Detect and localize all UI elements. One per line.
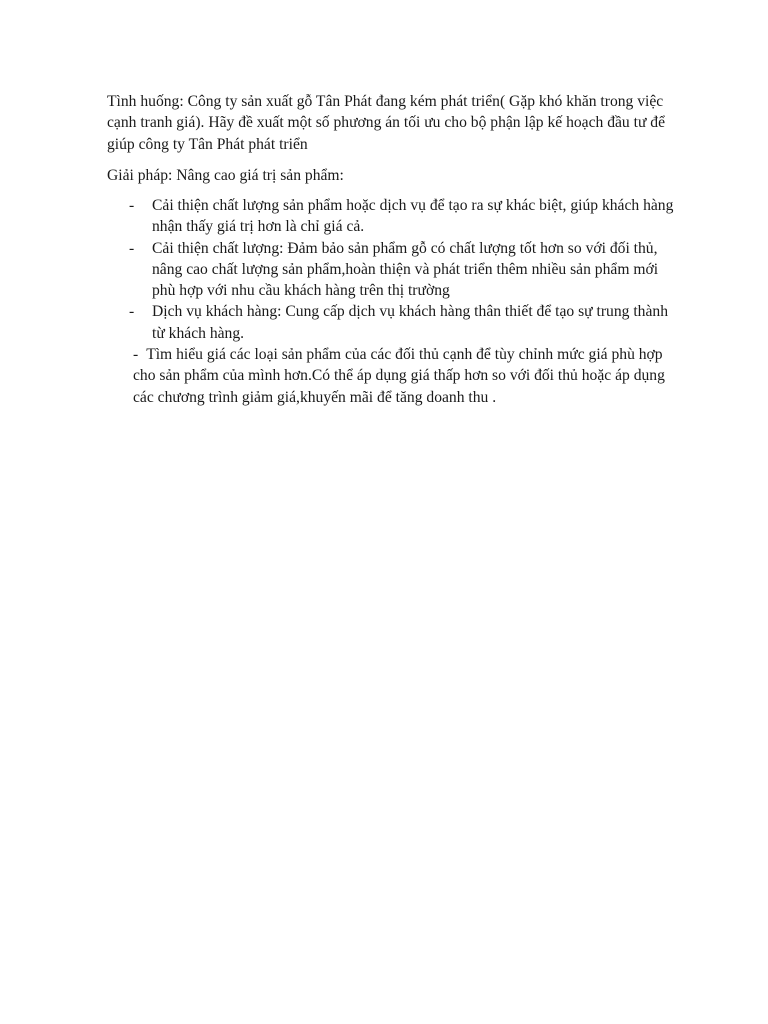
bullet-dash: - [133,346,139,363]
solution-list [107,195,677,344]
list-item-text: Cải thiện chất lượng sản phẩm hoặc dịch vụ để tạo ra sự khác biệt, giúp khách hàng nhận thấy giá trị hơn là chỉ giá cả. [152,197,674,236]
bullet-dash: - [129,303,135,321]
bullet-dash: - [129,197,135,214]
list-item-text: Cải thiện chất lượng: Đảm bảo sản phẩm gỗ có chất lượng tốt hơn so với đối thủ, nâng cao chất lượng sản phẩm,hoàn thiện và phát triển thêm nhiều sản phẩm mới phù hợp với nhu cầu khách hàng trên thị trường [152,239,659,300]
list-item [107,238,677,302]
situation-paragraph: Tình huống: Công ty sản xuất gỗ Tân Phát đang kém phát triển( Gặp khó khăn trong việc cạnh tranh giá). Hãy đề xuất một số phương án tối ưu cho bộ phận lập kế hoạch đầu tư để giúp công ty Tân Phát phát triển [107,93,666,153]
list-item [107,301,677,344]
list-item-last [133,344,678,408]
solution-heading: Giải pháp: Nâng cao giá trị sản phẩm: [107,167,344,184]
list-item-text: Tìm hiểu giá các loại sản phẩm của các đối thủ cạnh để tùy chỉnh mức giá phù hợp cho sản phẩm của mình hơn.Có thể áp dụng giá thấp hơn so với đối thủ hoặc áp dụng các chương trình giảm giá,khuyến mãi để tăng doanh thu . [133,346,665,406]
list-item-text: Dịch vụ khách hàng: Cung cấp dịch vụ khách hàng thân thiết để tạo sự trung thành từ khách hàng. [152,303,668,342]
bullet-dash: - [129,239,135,257]
list-item [107,195,677,238]
